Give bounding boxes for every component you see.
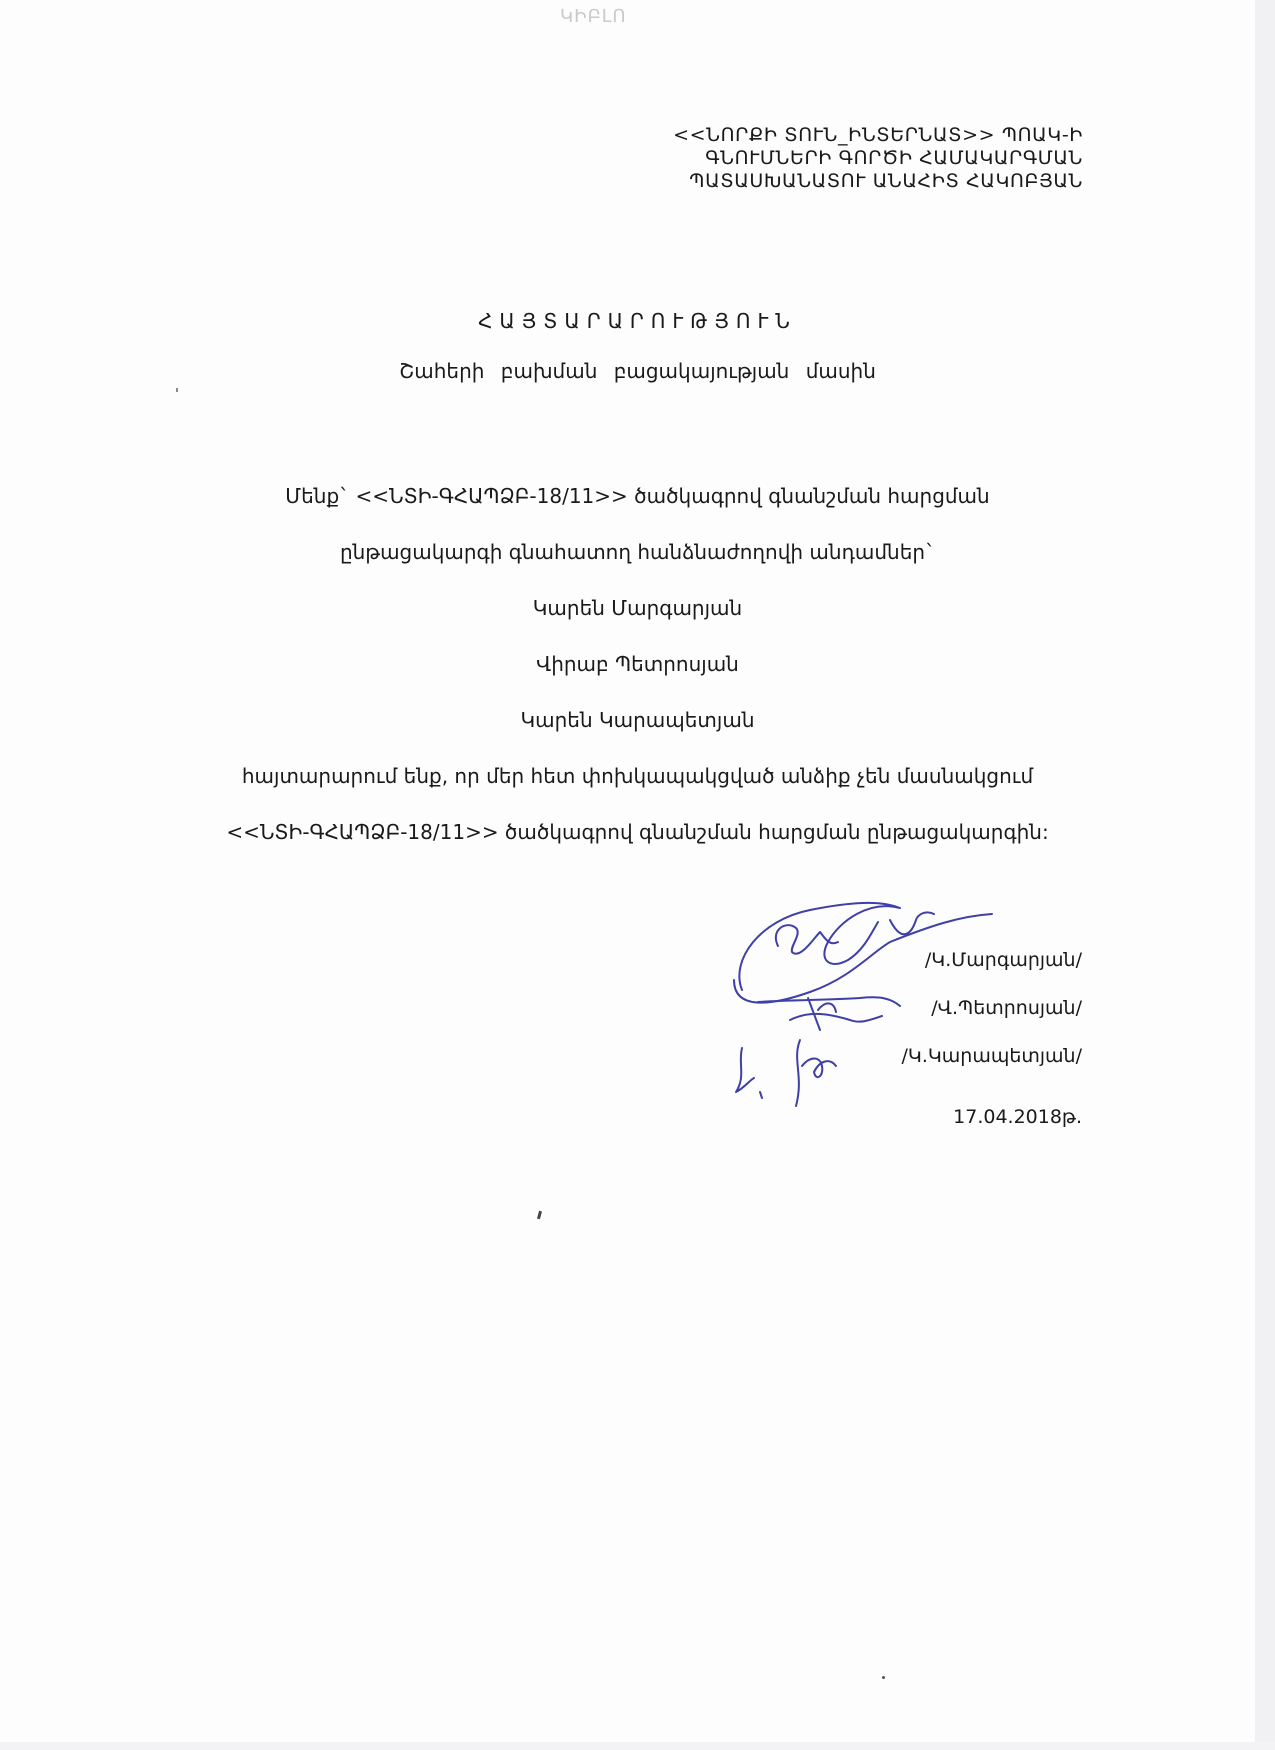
signature-name: /Վ.Պետրոսյան/ bbox=[931, 997, 1082, 1019]
signature-name: /Կ.Կարապետյան/ bbox=[901, 1045, 1082, 1067]
document-subtitle: Շահերի բախման բացակայության մասին bbox=[399, 359, 876, 383]
scan-edge bbox=[1255, 0, 1275, 1750]
signature-stroke bbox=[760, 1092, 762, 1098]
faint-header-mark: ԿԻԲԼՈ bbox=[560, 6, 627, 27]
document-title: ՀԱՅՏԱՐԱՐՈՒԹՅՈՒՆ bbox=[478, 309, 797, 333]
signature-stroke bbox=[890, 912, 934, 934]
scan-edge bbox=[0, 1742, 1275, 1750]
stray-dot bbox=[882, 1676, 885, 1679]
document-date: 17.04.2018թ. bbox=[953, 1106, 1082, 1128]
signature-name: /Կ.Մարգարյան/ bbox=[924, 949, 1082, 971]
body-line: <<ՆՏԻ-ԳՀԱՊՁԲ-18/11>> ծածկագրով գնանշման հարցման ընթացակարգին: bbox=[226, 820, 1049, 844]
member-name: Կարեն Մարգարյան bbox=[532, 596, 743, 620]
recipient-line: ՊԱՏԱՍԽԱՆԱՏՈՒ ԱՆԱՀԻՏ ՀԱԿՈԲՅԱՆ bbox=[689, 170, 1083, 192]
document-body bbox=[0, 481, 1275, 873]
recipient-block bbox=[673, 124, 1083, 193]
signature-stroke bbox=[796, 1040, 836, 1106]
member-name: Վիրաբ Պետրոսյան bbox=[536, 652, 739, 676]
body-line: հայտարարում ենք, որ մեր հետ փոխկապակցված անձիք չեն մասնակցում bbox=[241, 764, 1034, 788]
body-line: Մենք` <<ՆՏԻ-ԳՀԱՊՁԲ-18/11>> ծածկագրով գնանշման հարցման bbox=[285, 484, 990, 508]
signature-list bbox=[902, 948, 1082, 1092]
recipient-line: ԳՆՈՒՄՆԵՐԻ ԳՈՐԾԻ ՀԱՄԱԿԱՐԳՄԱՆ bbox=[705, 147, 1083, 169]
stray-mark bbox=[537, 1211, 542, 1220]
body-line: ընթացակարգի գնահատող հանձնաժողովի անդամներ` bbox=[339, 540, 936, 564]
signature-stroke bbox=[736, 1048, 754, 1092]
member-name: Կարեն Կարապետյան bbox=[520, 708, 755, 732]
signature-stroke bbox=[790, 1014, 882, 1022]
signature-stroke bbox=[739, 903, 900, 990]
stray-mark bbox=[176, 388, 178, 392]
signature-stroke bbox=[758, 997, 900, 1006]
recipient-line: <<ՆՈՐՔԻ ՏՈՒՆ_ԻՆՏԵՐՆԱՏ>> ՊՈԱԿ-Ի bbox=[673, 124, 1083, 146]
